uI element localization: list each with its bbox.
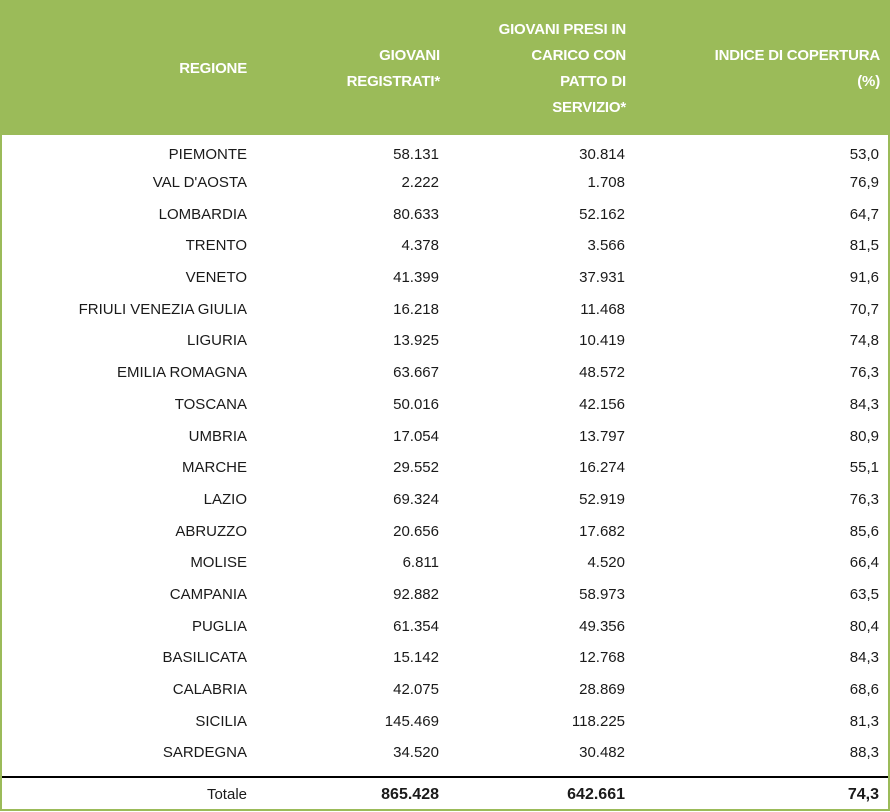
table-row (2, 135, 888, 167)
cell-registrati: 92.882 (393, 585, 439, 603)
table-row (2, 167, 888, 199)
cell-registrati: 16.218 (393, 300, 439, 318)
table-row (2, 642, 888, 674)
total-presi: 642.661 (567, 785, 625, 803)
cell-registrati: 69.324 (393, 490, 439, 508)
cell-presi: 49.356 (579, 617, 625, 635)
cell-registrati: 6.811 (402, 554, 439, 572)
table-row (2, 737, 888, 769)
coverage-table (2, 2, 888, 812)
cell-indice: 64,7 (849, 205, 879, 223)
cell-regione: SICILIA (195, 712, 247, 730)
header-giovani-presi (448, 2, 634, 135)
table-row (2, 610, 888, 642)
cell-indice: 63,5 (849, 585, 879, 603)
cell-registrati: 13.925 (393, 332, 439, 350)
cell-indice: 80,4 (849, 617, 879, 635)
cell-registrati: 20.656 (393, 522, 439, 540)
cell-regione: TRENTO (185, 237, 247, 255)
table-row (2, 420, 888, 452)
spacer-cell (2, 769, 255, 777)
cell-regione: EMILIA ROMAGNA (116, 364, 247, 382)
cell-regione: LOMBARDIA (158, 205, 247, 223)
cell-registrati: 80.633 (393, 205, 439, 223)
cell-registrati: 63.667 (393, 364, 439, 382)
table-row (2, 674, 888, 706)
header-row (2, 2, 888, 135)
cell-indice: 55,1 (849, 459, 879, 477)
cell-regione: ABRUZZO (175, 522, 247, 540)
table-row (2, 357, 888, 389)
header-line: CARICO CON (531, 46, 626, 64)
cell-regione: FRIULI VENEZIA GIULIA (78, 300, 247, 318)
table-row (2, 579, 888, 611)
cell-registrati: 41.399 (393, 269, 439, 287)
cell-regione: LIGURIA (186, 332, 247, 350)
cell-indice: 76,3 (849, 364, 879, 382)
cell-presi: 42.156 (579, 395, 625, 413)
cell-regione: MOLISE (190, 554, 247, 572)
cell-presi: 4.520 (587, 554, 625, 572)
cell-presi: 12.768 (579, 649, 625, 667)
table-row (2, 325, 888, 357)
table-row (2, 484, 888, 516)
cell-presi: 13.797 (579, 427, 625, 445)
table-row (2, 705, 888, 737)
cell-indice: 84,3 (849, 395, 879, 413)
cell-regione: TOSCANA (174, 395, 247, 413)
cell-indice: 80,9 (849, 427, 879, 445)
table-row (2, 293, 888, 325)
cell-presi: 37.931 (579, 269, 625, 287)
spacer-cell (255, 769, 448, 777)
cell-presi: 30.814 (579, 146, 625, 164)
cell-registrati: 61.354 (393, 617, 439, 635)
table-body (2, 135, 888, 812)
cell-indice: 53,0 (849, 146, 879, 164)
cell-registrati: 58.131 (393, 146, 439, 164)
cell-regione: CALABRIA (172, 681, 247, 699)
cell-presi: 30.482 (579, 744, 625, 762)
cell-registrati: 34.520 (393, 744, 439, 762)
cell-registrati: 42.075 (393, 681, 439, 699)
cell-regione: MARCHE (181, 459, 247, 477)
cell-presi: 3.566 (587, 237, 625, 255)
cell-registrati: 29.552 (393, 459, 439, 477)
header-line: GIOVANI PRESI IN (498, 20, 626, 38)
total-indice: 74,3 (847, 785, 879, 803)
header-indice-copertura (634, 2, 888, 135)
cell-regione: PIEMONTE (168, 146, 247, 164)
header-line: SERVIZIO* (552, 98, 626, 116)
table-row (2, 230, 888, 262)
header-line: GIOVANI (379, 46, 440, 64)
cell-indice: 70,7 (849, 300, 879, 318)
cell-presi: 11.468 (580, 300, 625, 318)
table-row (2, 452, 888, 484)
cell-indice: 81,3 (849, 712, 879, 730)
cell-registrati: 2.222 (401, 174, 439, 192)
spacer-row (2, 769, 888, 777)
header-regione (2, 2, 255, 135)
cell-presi: 58.973 (579, 585, 625, 603)
cell-indice: 76,9 (849, 174, 879, 192)
cell-regione: PUGLIA (191, 617, 247, 635)
cell-presi: 10.419 (579, 332, 625, 350)
cell-indice: 88,3 (849, 744, 879, 762)
spacer-cell (634, 769, 888, 777)
cell-indice: 68,6 (849, 681, 879, 699)
header-regione-label: REGIONE (179, 59, 247, 77)
table-row (2, 389, 888, 421)
cell-regione: LAZIO (203, 490, 247, 508)
cell-registrati: 50.016 (393, 395, 439, 413)
cell-registrati: 145.469 (384, 712, 439, 730)
cell-indice: 66,4 (849, 554, 879, 572)
table-row (2, 198, 888, 230)
header-line: PATTO DI (560, 72, 626, 90)
total-registrati: 865.428 (381, 785, 439, 803)
table-row (2, 262, 888, 294)
cell-presi: 28.869 (579, 681, 625, 699)
cell-presi: 52.919 (579, 490, 625, 508)
cell-regione: UMBRIA (188, 427, 247, 445)
cell-registrati: 4.378 (401, 237, 439, 255)
header-line: (%) (857, 72, 880, 90)
cell-registrati: 15.142 (393, 649, 439, 667)
spacer-cell (448, 769, 634, 777)
cell-regione: BASILICATA (162, 649, 247, 667)
cell-presi: 1.708 (587, 174, 625, 192)
cell-indice: 91,6 (849, 269, 879, 287)
table-row (2, 547, 888, 579)
cell-presi: 48.572 (579, 364, 625, 382)
cell-regione: VAL D'AOSTA (152, 174, 247, 192)
cell-indice: 84,3 (849, 649, 879, 667)
cell-presi: 52.162 (579, 205, 625, 223)
cell-regione: CAMPANIA (169, 585, 247, 603)
cell-presi: 17.682 (579, 522, 625, 540)
cell-indice: 81,5 (849, 237, 879, 255)
cell-indice: 74,8 (849, 332, 879, 350)
cell-indice: 76,3 (849, 490, 879, 508)
total-row (2, 777, 888, 812)
total-label: Totale (206, 786, 247, 804)
cell-registrati: 17.054 (393, 427, 439, 445)
header-giovani-registrati (255, 2, 448, 135)
cell-regione: SARDEGNA (162, 744, 247, 762)
header-line: REGISTRATI* (346, 72, 440, 90)
cell-indice: 85,6 (849, 522, 879, 540)
cell-presi: 118.225 (571, 712, 625, 730)
cell-regione: VENETO (185, 269, 247, 287)
table-row (2, 515, 888, 547)
header-line: INDICE DI COPERTURA (714, 46, 880, 64)
cell-presi: 16.274 (579, 459, 625, 477)
